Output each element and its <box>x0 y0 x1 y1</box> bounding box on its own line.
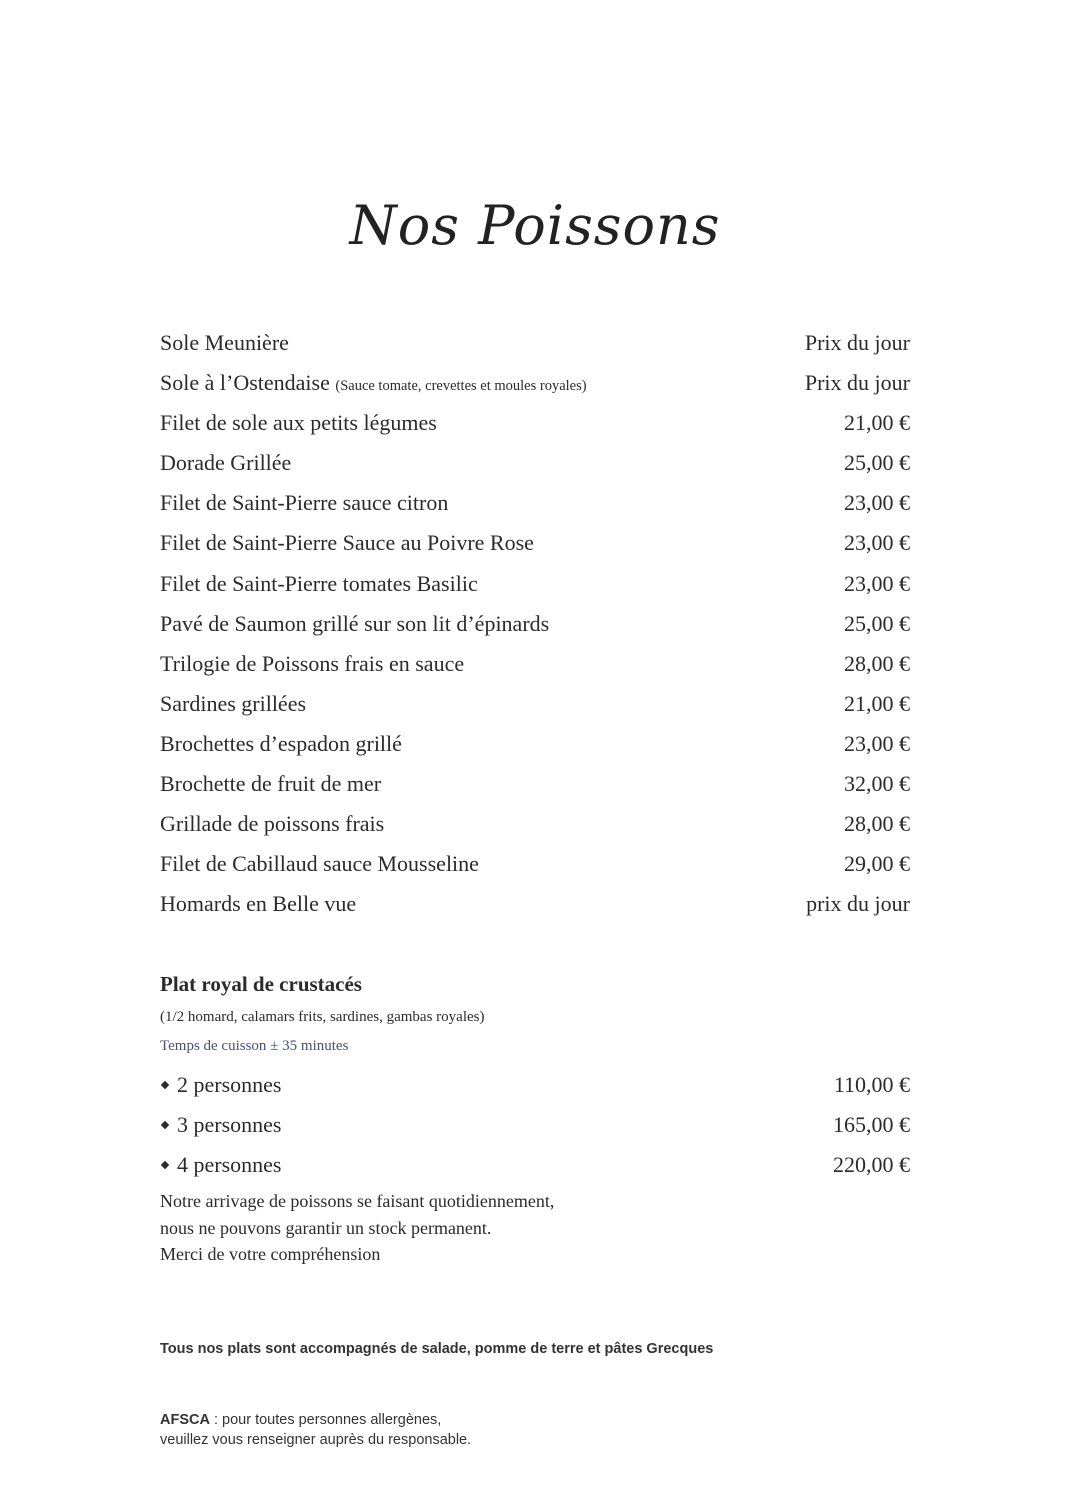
option-label: 4 personnes <box>177 1152 282 1177</box>
menu-item <box>160 844 910 884</box>
royal-option <box>160 1145 910 1185</box>
dish-name: Filet de Saint-Pierre Sauce au Poivre Rose <box>160 530 534 556</box>
dish-price: 23,00 € <box>844 570 910 596</box>
allergen-notice <box>160 1410 471 1450</box>
accompaniment-note: Tous nos plats sont accompagnés de salade, pomme de terre et pâtes Grecques <box>160 1341 714 1357</box>
dish-name: Sole Meunière <box>160 330 289 355</box>
royal-option <box>160 1105 910 1145</box>
menu-item <box>160 323 910 363</box>
dish-price: 23,00 € <box>844 490 910 516</box>
dish-price: 23,00 € <box>844 530 910 556</box>
royal-platter-section <box>160 966 910 1060</box>
page-title: Nos Poissons <box>349 194 721 257</box>
dish-name: Filet de Cabillaud sauce Mousseline <box>160 851 479 877</box>
dish-name: Sole à l’Ostendaise (Sauce tomate, crevettes et moules royales) <box>160 370 587 396</box>
menu-item <box>160 724 910 764</box>
dish-price: Prix du jour <box>804 330 910 355</box>
diamond-bullet-icon <box>161 1161 169 1169</box>
royal-option <box>160 1065 910 1105</box>
menu-item <box>160 884 910 924</box>
dish-price: 29,00 € <box>844 851 910 877</box>
royal-platter-options <box>160 1065 910 1185</box>
dish-price: 28,00 € <box>844 811 910 837</box>
afsca-label: AFSCA <box>160 1412 210 1428</box>
diamond-bullet-icon <box>161 1121 169 1129</box>
notice-line: Merci de votre compréhension <box>160 1244 381 1264</box>
dish-name: Sardines grillées <box>160 690 307 716</box>
menu-item <box>160 764 910 804</box>
royal-platter-title: Plat royal de crustacés <box>160 972 362 996</box>
fish-menu-list <box>160 323 910 924</box>
dish-name: Brochettes d’espadon grillé <box>160 730 402 756</box>
dish-price: 25,00 € <box>844 450 910 476</box>
option-label: 2 personnes <box>177 1072 282 1097</box>
dish-price: 28,00 € <box>844 650 910 676</box>
dish-name: Filet de Saint-Pierre tomates Basilic <box>160 570 478 596</box>
diamond-bullet-icon <box>161 1081 169 1089</box>
menu-item <box>160 604 910 644</box>
option-label: 3 personnes <box>177 1112 282 1137</box>
menu-item <box>160 804 910 844</box>
menu-item <box>160 684 910 724</box>
dish-price: 25,00 € <box>844 610 910 636</box>
option-price: 220,00 € <box>833 1152 910 1177</box>
option-price: 165,00 € <box>833 1112 910 1137</box>
afsca-text: : pour toutes personnes allergènes, <box>209 1412 442 1428</box>
dish-price: 21,00 € <box>844 410 910 436</box>
option-price: 110,00 € <box>833 1072 910 1097</box>
dish-note: (Sauce tomate, crevettes et moules royales) <box>335 378 587 395</box>
dish-price: Prix du jour <box>804 370 910 396</box>
menu-item <box>160 363 910 403</box>
menu-item <box>160 443 910 483</box>
supply-notice <box>160 1188 554 1268</box>
royal-platter-description: (1/2 homard, calamars frits, sardines, gambas royales) <box>160 1009 485 1025</box>
menu-item <box>160 523 910 563</box>
dish-price: 23,00 € <box>844 730 910 756</box>
dish-name: Filet de Saint-Pierre sauce citron <box>160 490 449 516</box>
dish-name: Homards en Belle vue <box>160 891 357 917</box>
menu-item <box>160 403 910 443</box>
cooking-time: Temps de cuisson ± 35 minutes <box>160 1038 349 1054</box>
dish-name: Dorade Grillée <box>160 450 292 476</box>
dish-price: prix du jour <box>806 891 910 917</box>
dish-name: Trilogie de Poissons frais en sauce <box>160 650 465 676</box>
dish-name: Brochette de fruit de mer <box>160 771 382 797</box>
notice-line: nous ne pouvons garantir un stock permanent. <box>160 1217 492 1238</box>
dish-name: Grillade de poissons frais <box>160 811 385 837</box>
dish-price: 32,00 € <box>844 771 910 797</box>
dish-price: 21,00 € <box>844 690 910 716</box>
menu-item <box>160 564 910 604</box>
menu-item <box>160 644 910 684</box>
notice-line: Notre arrivage de poissons se faisant quotidiennement, <box>160 1191 555 1211</box>
dish-name: Filet de sole aux petits légumes <box>160 410 437 436</box>
afsca-text: veuillez vous renseigner auprès du responsable. <box>160 1432 472 1448</box>
menu-item <box>160 483 910 523</box>
dish-name: Pavé de Saumon grillé sur son lit d’épinards <box>160 610 550 636</box>
